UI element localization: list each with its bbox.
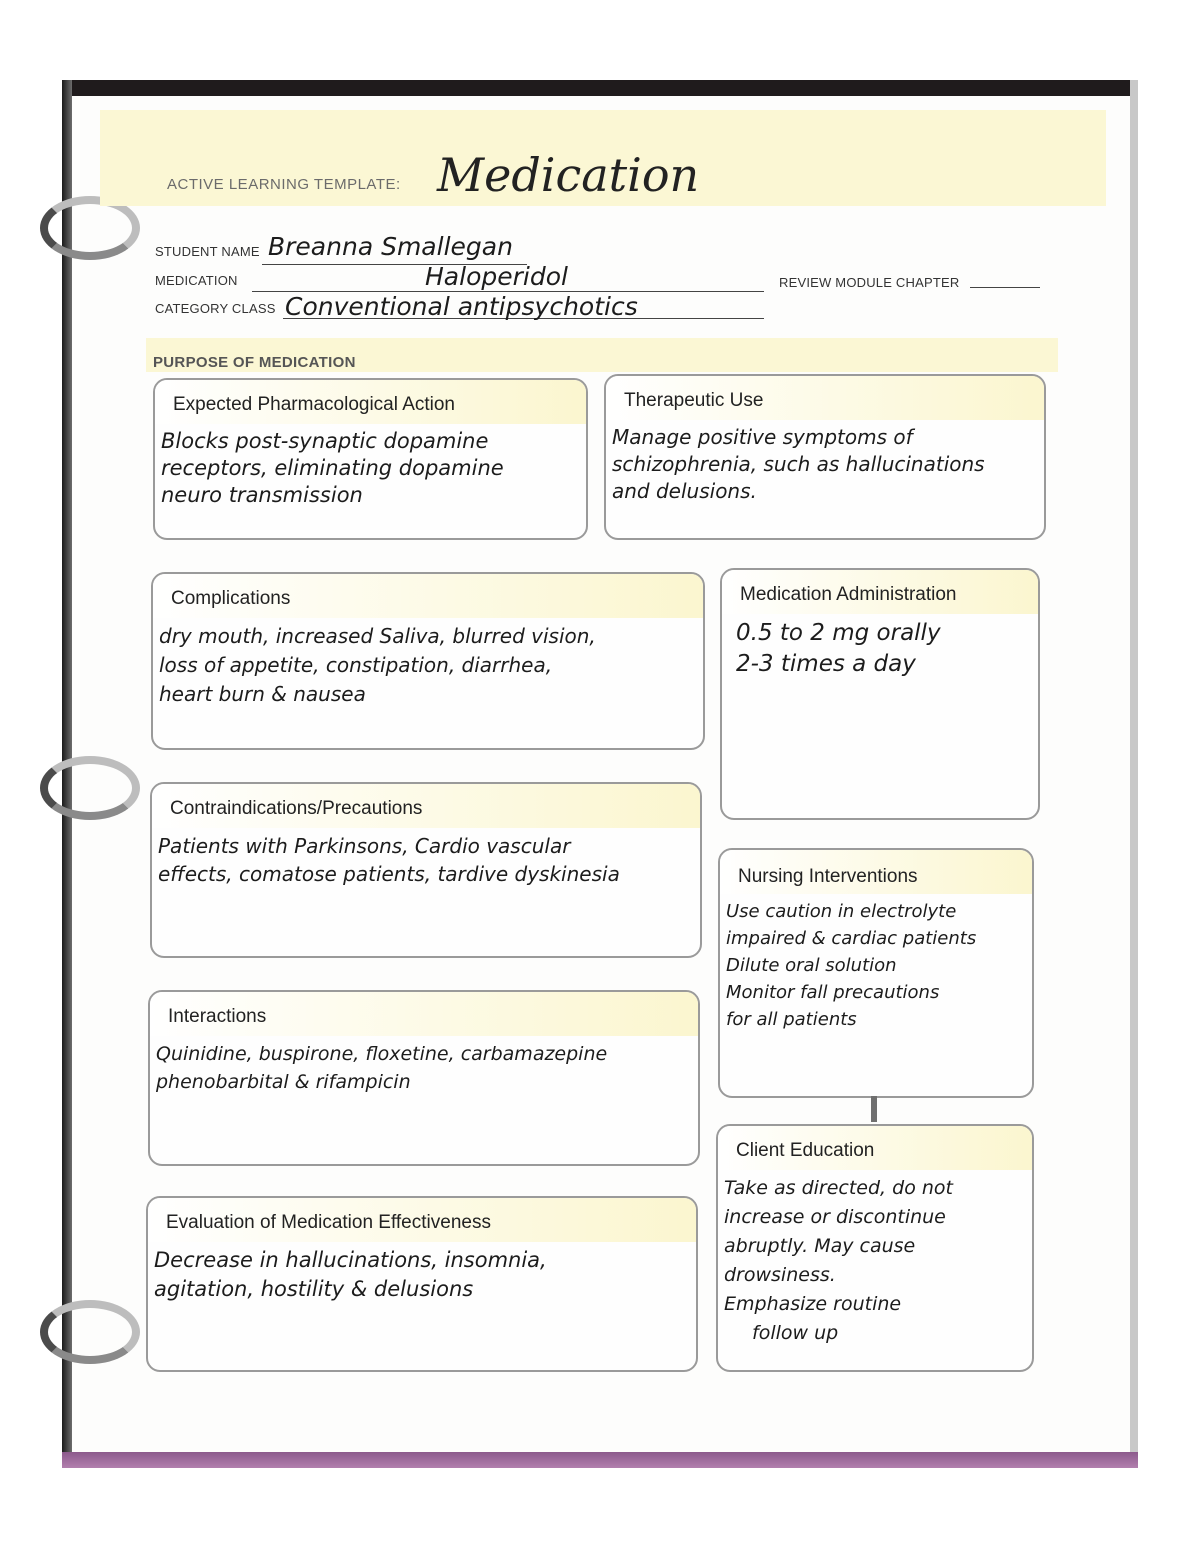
therapeutic-use-box bbox=[604, 374, 1046, 540]
contraindications-box bbox=[150, 782, 702, 958]
therapeutic-use-title: Therapeutic Use bbox=[606, 376, 1044, 420]
text-line: follow up bbox=[752, 1322, 839, 1344]
binder-bottom-edge bbox=[62, 1452, 1138, 1468]
text-line: Use caution in electrolyte bbox=[726, 901, 957, 922]
binder-right-edge bbox=[1130, 80, 1138, 1468]
text-line: 0.5 to 2 mg orally bbox=[736, 620, 941, 646]
complications-title: Complications bbox=[153, 574, 703, 618]
review-module-line[interactable] bbox=[970, 287, 1040, 288]
medication-label: MEDICATION bbox=[155, 273, 238, 288]
purpose-label: PURPOSE OF MEDICATION bbox=[153, 354, 356, 371]
interactions-body[interactable] bbox=[150, 1036, 698, 1096]
text-line: Manage positive symptoms of bbox=[612, 425, 913, 449]
client-education-box bbox=[716, 1124, 1034, 1372]
medication-value[interactable]: Haloperidol bbox=[425, 262, 568, 291]
expected-action-body[interactable] bbox=[155, 424, 586, 509]
text-line: impaired & cardiac patients bbox=[726, 928, 977, 949]
text-line: Emphasize routine bbox=[724, 1293, 902, 1315]
text-line: loss of appetite, constipation, diarrhea, bbox=[159, 653, 553, 677]
administration-box bbox=[720, 568, 1040, 820]
evaluation-body[interactable] bbox=[148, 1242, 696, 1304]
category-class-label: CATEGORY CLASS bbox=[155, 301, 276, 316]
expected-action-title: Expected Pharmacological Action bbox=[155, 380, 586, 424]
complications-body[interactable] bbox=[153, 618, 703, 709]
text-line: Blocks post-synaptic dopamine bbox=[161, 429, 489, 453]
contraindications-body[interactable] bbox=[152, 828, 700, 888]
binder-ring-middle bbox=[40, 756, 140, 820]
text-line: drowsiness. bbox=[724, 1264, 836, 1286]
review-module-label: REVIEW MODULE CHAPTER bbox=[779, 275, 960, 290]
category-class-value[interactable]: Conventional antipsychotics bbox=[285, 292, 638, 321]
interactions-box bbox=[148, 990, 700, 1166]
expected-action-box bbox=[153, 378, 588, 540]
text-line: Take as directed, do not bbox=[724, 1177, 953, 1199]
text-line: dry mouth, increased Saliva, blurred vision, bbox=[159, 624, 596, 648]
text-line: Quinidine, buspirone, floxetine, carbamazepine bbox=[156, 1043, 608, 1065]
nursing-interventions-box bbox=[718, 848, 1034, 1098]
text-line: agitation, hostility & delusions bbox=[154, 1277, 474, 1301]
box-connector-line bbox=[871, 1096, 877, 1122]
text-line: Monitor fall precautions bbox=[726, 982, 940, 1003]
nursing-interventions-body[interactable] bbox=[720, 894, 1032, 1033]
text-line: neuro transmission bbox=[161, 483, 363, 507]
evaluation-box bbox=[146, 1196, 698, 1372]
nursing-interventions-title: Nursing Interventions bbox=[720, 850, 1032, 894]
template-label: ACTIVE LEARNING TEMPLATE: bbox=[167, 176, 401, 193]
evaluation-title: Evaluation of Medication Effectiveness bbox=[148, 1198, 696, 1242]
text-line: 2-3 times a day bbox=[736, 651, 916, 677]
student-name-label: STUDENT NAME bbox=[155, 244, 260, 259]
text-line: Patients with Parkinsons, Cardio vascular bbox=[158, 834, 571, 858]
text-line: schizophrenia, such as hallucinations bbox=[612, 452, 985, 476]
text-line: phenobarbital & rifampicin bbox=[156, 1071, 411, 1093]
therapeutic-use-body[interactable] bbox=[606, 420, 1044, 505]
text-line: increase or discontinue bbox=[724, 1206, 946, 1228]
page-title: Medication bbox=[437, 148, 700, 202]
text-line: heart burn & nausea bbox=[159, 682, 366, 706]
interactions-title: Interactions bbox=[150, 992, 698, 1036]
administration-title: Medication Administration bbox=[722, 570, 1038, 614]
student-name-value[interactable]: Breanna Smallegan bbox=[268, 232, 513, 261]
text-line: abruptly. May cause bbox=[724, 1235, 916, 1257]
text-line: Decrease in hallucinations, insomnia, bbox=[154, 1248, 547, 1272]
text-line: receptors, eliminating dopamine bbox=[161, 456, 504, 480]
text-line: for all patients bbox=[726, 1009, 857, 1030]
text-line: effects, comatose patients, tardive dyskinesia bbox=[158, 862, 620, 886]
binder-ring-bottom bbox=[40, 1300, 140, 1364]
complications-box bbox=[151, 572, 705, 750]
contraindications-title: Contraindications/Precautions bbox=[152, 784, 700, 828]
text-line: Dilute oral solution bbox=[726, 955, 897, 976]
client-education-title: Client Education bbox=[718, 1126, 1032, 1170]
text-line: and delusions. bbox=[612, 479, 757, 503]
client-education-body[interactable] bbox=[718, 1170, 1032, 1348]
administration-body[interactable] bbox=[722, 614, 1038, 680]
